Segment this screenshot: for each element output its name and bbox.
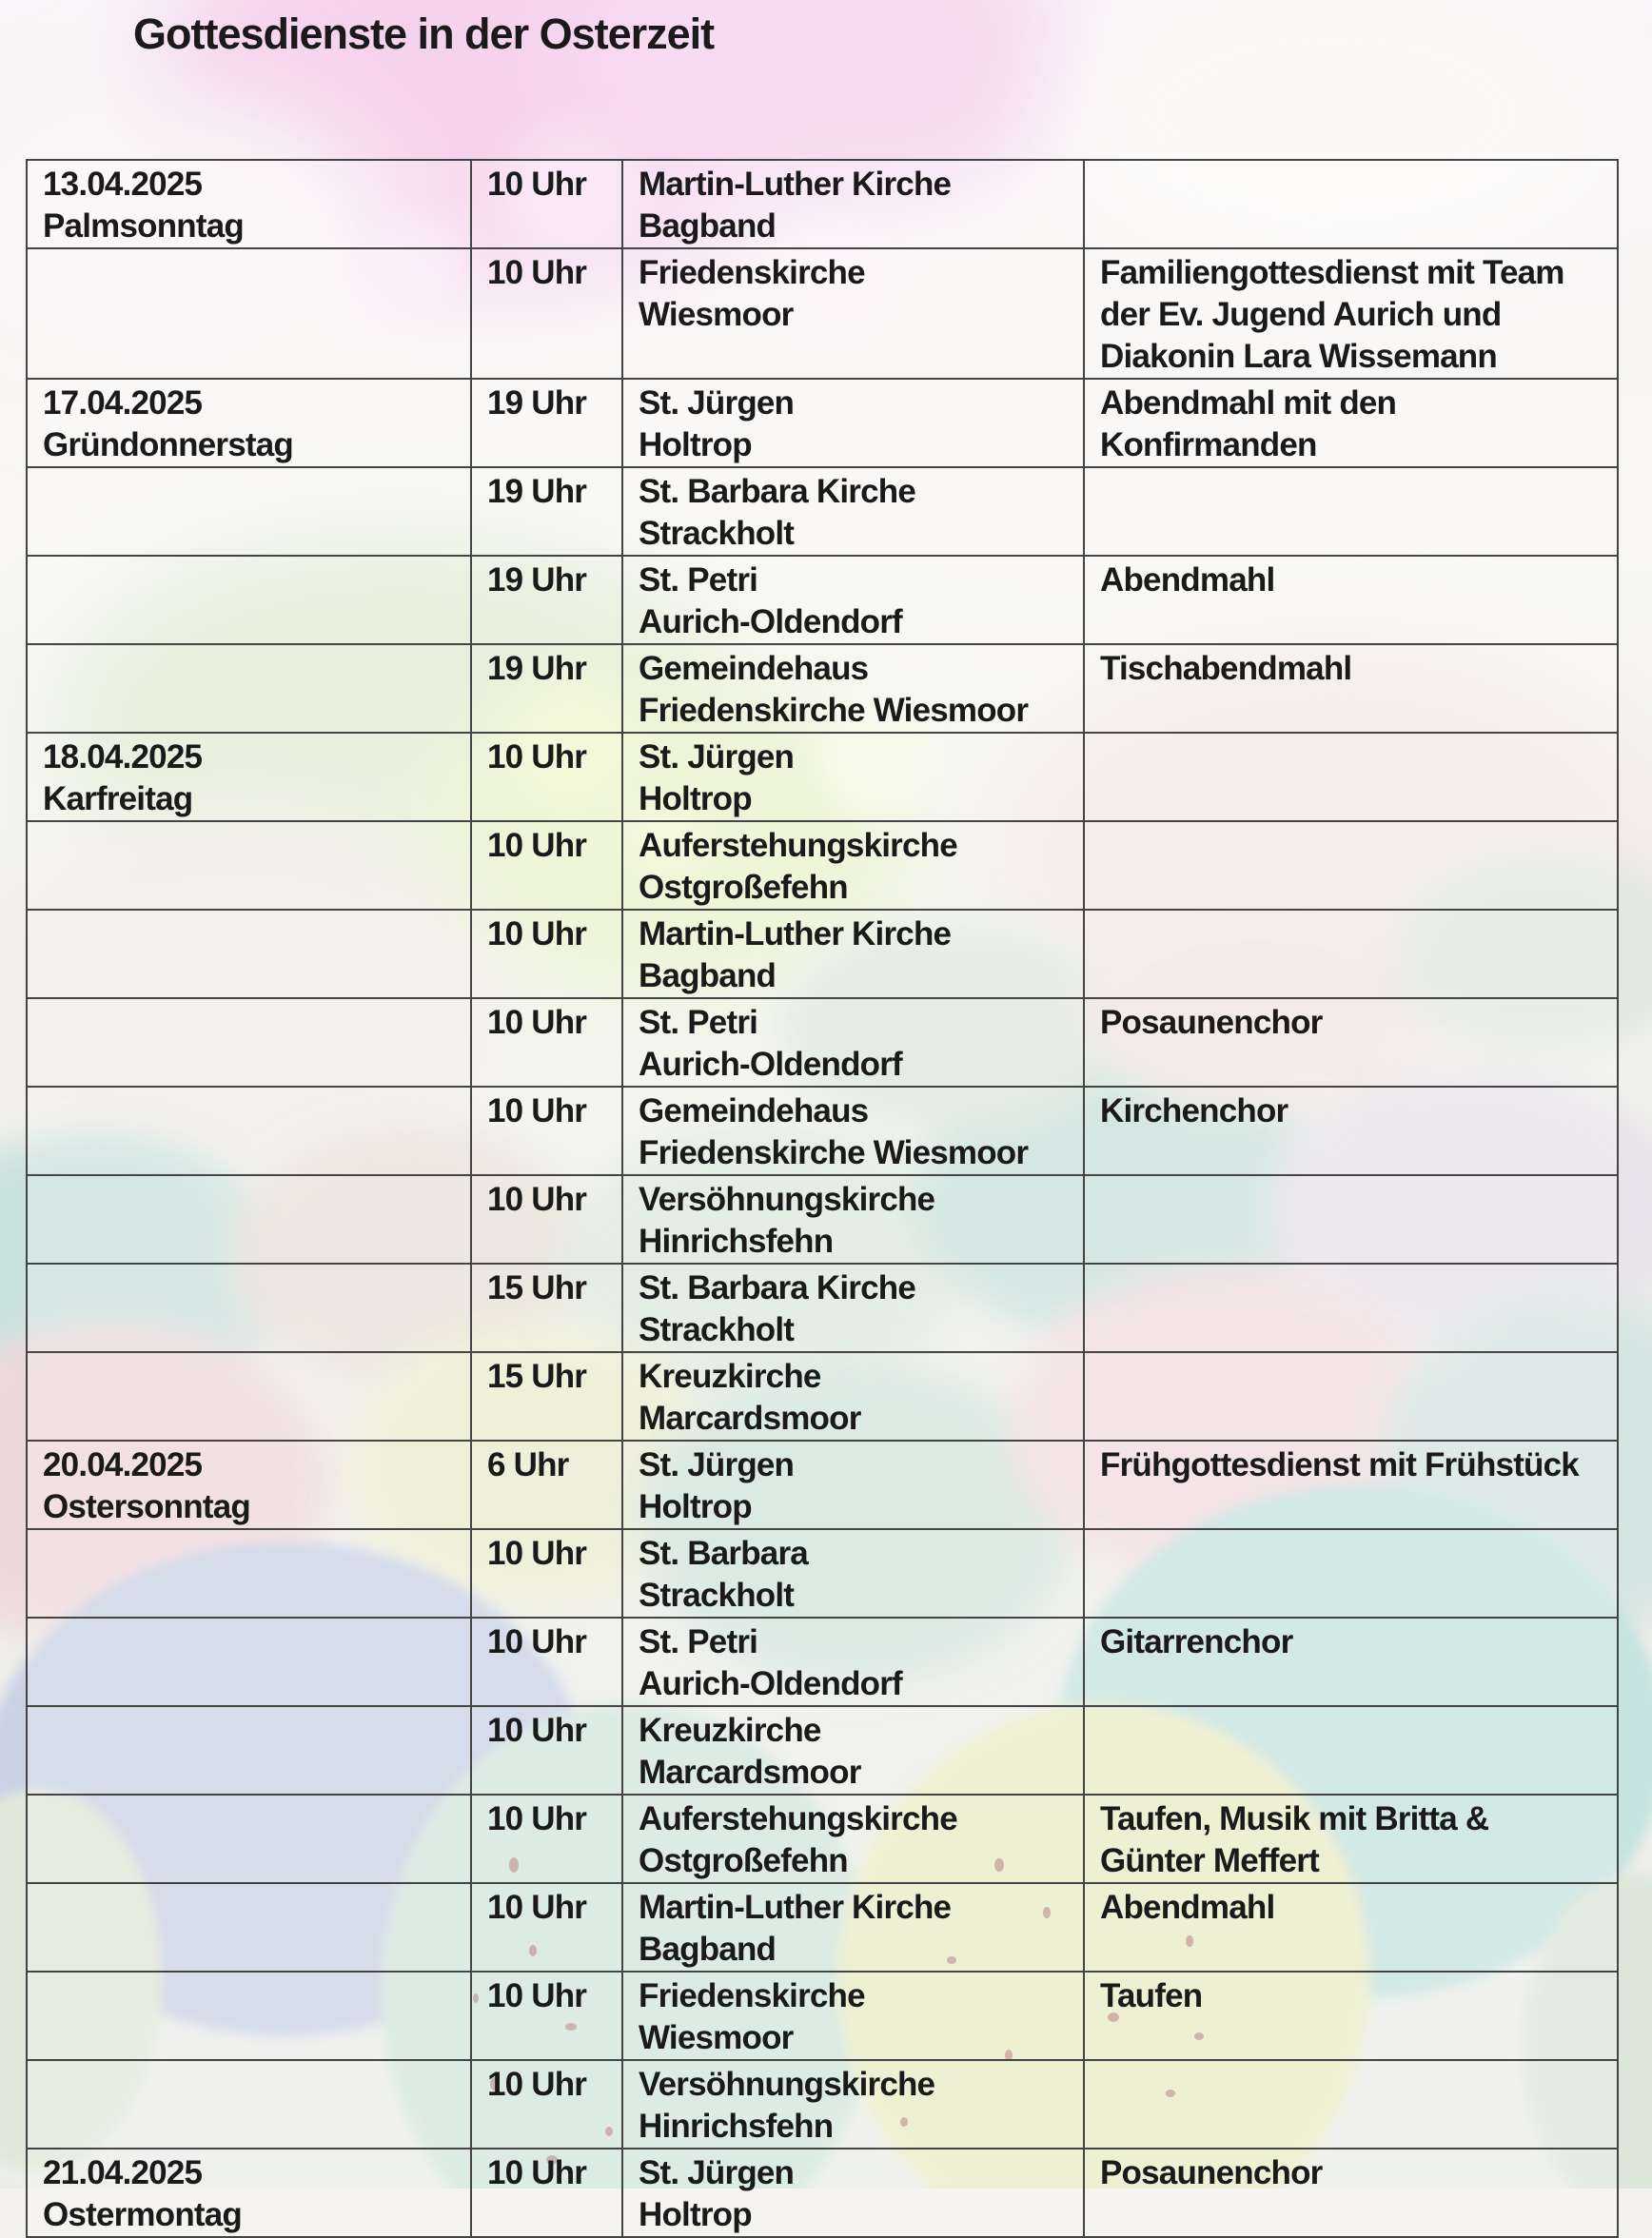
service-time: 10 Uhr xyxy=(487,1623,587,1660)
date-cell xyxy=(27,1441,471,1529)
church-name: St. Petri xyxy=(639,561,758,599)
time-cell xyxy=(471,1441,622,1529)
service-note: Abendmahl mit den xyxy=(1100,384,1397,422)
note-cell xyxy=(1084,1529,1618,1618)
service-time: 10 Uhr xyxy=(487,827,587,864)
table-row xyxy=(27,2060,1618,2149)
location-cell xyxy=(622,1529,1084,1618)
church-name: St. Barbara xyxy=(639,1535,808,1572)
service-note: Konfirmanden xyxy=(1100,426,1317,463)
table-row xyxy=(27,1883,1618,1972)
time-cell xyxy=(471,556,622,644)
service-note: Frühgottesdienst mit Frühstück xyxy=(1100,1446,1579,1483)
table-row xyxy=(27,160,1618,248)
time-cell xyxy=(471,160,622,248)
location-cell xyxy=(622,1883,1084,1972)
service-time: 6 Uhr xyxy=(487,1446,569,1483)
table-row xyxy=(27,467,1618,556)
location-cell xyxy=(622,248,1084,379)
service-note: Tischabendmahl xyxy=(1100,650,1352,687)
church-location: Hinrichsfehn xyxy=(639,1223,834,1260)
church-name: Martin-Luther Kirche xyxy=(639,166,952,203)
service-note: Taufen, Musik mit Britta & xyxy=(1100,1800,1489,1837)
church-location: Strackholt xyxy=(639,1577,795,1614)
church-location: Strackholt xyxy=(639,515,795,552)
time-cell xyxy=(471,1795,622,1883)
service-note: Posaunenchor xyxy=(1100,2154,1323,2191)
time-cell xyxy=(471,1175,622,1264)
church-location: Holtrop xyxy=(639,2196,752,2233)
church-name: St. Jürgen xyxy=(639,1446,795,1483)
service-date: 20.04.2025 xyxy=(43,1446,203,1483)
time-cell xyxy=(471,1352,622,1441)
service-note: Familiengottesdienst mit Team xyxy=(1100,254,1564,291)
time-cell xyxy=(471,2149,622,2237)
church-location: Holtrop xyxy=(639,426,752,463)
church-location: Hinrichsfehn xyxy=(639,2108,834,2145)
location-cell xyxy=(622,821,1084,910)
service-time: 15 Uhr xyxy=(487,1269,587,1306)
church-name: St. Petri xyxy=(639,1623,758,1660)
service-time: 10 Uhr xyxy=(487,1004,587,1041)
church-location: Friedenskirche Wiesmoor xyxy=(639,692,1029,729)
date-cell xyxy=(27,1087,471,1175)
date-cell xyxy=(27,2149,471,2237)
service-date: 21.04.2025 xyxy=(43,2154,203,2191)
table-row xyxy=(27,1972,1618,2060)
page-title: Gottesdienste in der Osterzeit xyxy=(133,10,715,58)
church-name: Auferstehungskirche xyxy=(639,1800,957,1837)
church-name: Gemeindehaus xyxy=(639,1092,869,1129)
note-cell xyxy=(1084,644,1618,733)
note-cell xyxy=(1084,1087,1618,1175)
date-cell xyxy=(27,160,471,248)
note-cell xyxy=(1084,2060,1618,2149)
date-cell xyxy=(27,1706,471,1795)
service-date: 17.04.2025 xyxy=(43,384,203,422)
table-row xyxy=(27,2149,1618,2237)
time-cell xyxy=(471,467,622,556)
service-date: 13.04.2025 xyxy=(43,166,203,203)
church-name: Friedenskirche xyxy=(639,1977,865,2014)
location-cell xyxy=(622,644,1084,733)
table-row xyxy=(27,998,1618,1087)
location-cell xyxy=(622,910,1084,998)
table-row xyxy=(27,644,1618,733)
date-cell xyxy=(27,556,471,644)
service-note: Taufen xyxy=(1100,1977,1203,2014)
service-note: Kirchenchor xyxy=(1100,1092,1288,1129)
note-cell xyxy=(1084,1883,1618,1972)
church-name: Versöhnungskirche xyxy=(639,1181,935,1218)
note-cell xyxy=(1084,379,1618,467)
time-cell xyxy=(471,1087,622,1175)
service-time: 10 Uhr xyxy=(487,2154,587,2191)
service-time: 19 Uhr xyxy=(487,561,587,599)
church-location: Marcardsmoor xyxy=(639,1754,861,1791)
church-name: Auferstehungskirche xyxy=(639,827,957,864)
date-cell xyxy=(27,248,471,379)
table-row xyxy=(27,1529,1618,1618)
service-note: Abendmahl xyxy=(1100,561,1275,599)
location-cell xyxy=(622,160,1084,248)
table-row xyxy=(27,1441,1618,1529)
location-cell xyxy=(622,733,1084,821)
date-cell xyxy=(27,998,471,1087)
church-name: Friedenskirche xyxy=(639,254,865,291)
table-row xyxy=(27,1706,1618,1795)
location-cell xyxy=(622,1441,1084,1529)
service-time: 10 Uhr xyxy=(487,1092,587,1129)
date-cell xyxy=(27,379,471,467)
service-note: Diakonin Lara Wissemann xyxy=(1100,338,1497,375)
date-cell xyxy=(27,644,471,733)
note-cell xyxy=(1084,1706,1618,1795)
church-location: Bagband xyxy=(639,207,777,245)
service-time: 19 Uhr xyxy=(487,473,587,510)
church-location: Holtrop xyxy=(639,780,752,817)
service-day-name: Ostermontag xyxy=(43,2196,243,2233)
time-cell xyxy=(471,379,622,467)
schedule-body xyxy=(27,160,1618,2237)
location-cell xyxy=(622,1618,1084,1706)
church-name: Kreuzkirche xyxy=(639,1358,821,1395)
service-time: 15 Uhr xyxy=(487,1358,587,1395)
date-cell xyxy=(27,1795,471,1883)
service-time: 10 Uhr xyxy=(487,1889,587,1926)
service-day-name: Karfreitag xyxy=(43,780,193,817)
time-cell xyxy=(471,1264,622,1352)
church-name: Kreuzkirche xyxy=(639,1712,821,1749)
note-cell xyxy=(1084,1618,1618,1706)
service-note: Günter Meffert xyxy=(1100,1842,1319,1879)
service-time: 10 Uhr xyxy=(487,1712,587,1749)
location-cell xyxy=(622,467,1084,556)
location-cell xyxy=(622,1795,1084,1883)
church-name: Versöhnungskirche xyxy=(639,2066,935,2103)
church-name: St. Jürgen xyxy=(639,2154,795,2191)
location-cell xyxy=(622,998,1084,1087)
church-location: Aurich-Oldendorf xyxy=(639,1665,902,1702)
service-note: Gitarrenchor xyxy=(1100,1623,1293,1660)
note-cell xyxy=(1084,910,1618,998)
note-cell xyxy=(1084,1264,1618,1352)
time-cell xyxy=(471,1883,622,1972)
location-cell xyxy=(622,379,1084,467)
church-location: Bagband xyxy=(639,1931,777,1968)
church-location: Wiesmoor xyxy=(639,2019,794,2056)
date-cell xyxy=(27,467,471,556)
service-time: 10 Uhr xyxy=(487,1977,587,2014)
date-cell xyxy=(27,1972,471,2060)
note-cell xyxy=(1084,556,1618,644)
service-time: 10 Uhr xyxy=(487,1181,587,1218)
date-cell xyxy=(27,2060,471,2149)
church-name: Martin-Luther Kirche xyxy=(639,1889,952,1926)
table-row xyxy=(27,821,1618,910)
table-row xyxy=(27,1264,1618,1352)
time-cell xyxy=(471,821,622,910)
note-cell xyxy=(1084,1795,1618,1883)
table-row xyxy=(27,1618,1618,1706)
time-cell xyxy=(471,1618,622,1706)
church-location: Ostgroßefehn xyxy=(639,1842,848,1879)
date-cell xyxy=(27,1618,471,1706)
date-cell xyxy=(27,1883,471,1972)
note-cell xyxy=(1084,2149,1618,2237)
location-cell xyxy=(622,1087,1084,1175)
location-cell xyxy=(622,1175,1084,1264)
note-cell xyxy=(1084,248,1618,379)
service-date: 18.04.2025 xyxy=(43,738,203,775)
location-cell xyxy=(622,1264,1084,1352)
church-location: Friedenskirche Wiesmoor xyxy=(639,1134,1029,1171)
note-cell xyxy=(1084,821,1618,910)
note-cell xyxy=(1084,1352,1618,1441)
location-cell xyxy=(622,1972,1084,2060)
table-row xyxy=(27,248,1618,379)
table-row xyxy=(27,379,1618,467)
service-note: Abendmahl xyxy=(1100,1889,1275,1926)
table-row xyxy=(27,1352,1618,1441)
service-day-name: Palmsonntag xyxy=(43,207,244,245)
service-day-name: Gründonnerstag xyxy=(43,426,293,463)
table-row xyxy=(27,733,1618,821)
time-cell xyxy=(471,733,622,821)
note-cell xyxy=(1084,1175,1618,1264)
service-time: 10 Uhr xyxy=(487,1535,587,1572)
date-cell xyxy=(27,910,471,998)
service-schedule-table xyxy=(26,159,1619,2238)
church-name: Martin-Luther Kirche xyxy=(639,915,952,952)
table-row xyxy=(27,1795,1618,1883)
church-name: St. Jürgen xyxy=(639,384,795,422)
service-time: 10 Uhr xyxy=(487,915,587,952)
church-location: Marcardsmoor xyxy=(639,1400,861,1437)
time-cell xyxy=(471,910,622,998)
time-cell xyxy=(471,1706,622,1795)
note-cell xyxy=(1084,1972,1618,2060)
time-cell xyxy=(471,1972,622,2060)
service-time: 10 Uhr xyxy=(487,1800,587,1837)
church-name: Gemeindehaus xyxy=(639,650,869,687)
church-location: Strackholt xyxy=(639,1311,795,1348)
note-cell xyxy=(1084,733,1618,821)
church-name: St. Petri xyxy=(639,1004,758,1041)
service-time: 10 Uhr xyxy=(487,738,587,775)
time-cell xyxy=(471,1529,622,1618)
church-name: St. Barbara Kirche xyxy=(639,473,915,510)
church-location: Aurich-Oldendorf xyxy=(639,1046,902,1083)
location-cell xyxy=(622,1352,1084,1441)
service-day-name: Ostersonntag xyxy=(43,1488,250,1525)
date-cell xyxy=(27,733,471,821)
location-cell xyxy=(622,2149,1084,2237)
service-note: Posaunenchor xyxy=(1100,1004,1323,1041)
church-location: Ostgroßefehn xyxy=(639,869,848,906)
church-location: Aurich-Oldendorf xyxy=(639,603,902,640)
note-cell xyxy=(1084,160,1618,248)
table-row xyxy=(27,1175,1618,1264)
date-cell xyxy=(27,1264,471,1352)
church-name: St. Jürgen xyxy=(639,738,795,775)
time-cell xyxy=(471,644,622,733)
church-name: St. Barbara Kirche xyxy=(639,1269,915,1306)
date-cell xyxy=(27,1175,471,1264)
location-cell xyxy=(622,1706,1084,1795)
table-row xyxy=(27,910,1618,998)
service-note: der Ev. Jugend Aurich und xyxy=(1100,296,1502,333)
location-cell xyxy=(622,2060,1084,2149)
location-cell xyxy=(622,556,1084,644)
service-time: 10 Uhr xyxy=(487,2066,587,2103)
service-time: 10 Uhr xyxy=(487,166,587,203)
date-cell xyxy=(27,1529,471,1618)
church-location: Bagband xyxy=(639,957,777,994)
note-cell xyxy=(1084,1441,1618,1529)
service-time: 19 Uhr xyxy=(487,650,587,687)
time-cell xyxy=(471,998,622,1087)
table-row xyxy=(27,556,1618,644)
church-location: Wiesmoor xyxy=(639,296,794,333)
time-cell xyxy=(471,248,622,379)
service-time: 10 Uhr xyxy=(487,254,587,291)
note-cell xyxy=(1084,467,1618,556)
table-row xyxy=(27,1087,1618,1175)
church-location: Holtrop xyxy=(639,1488,752,1525)
date-cell xyxy=(27,1352,471,1441)
service-time: 19 Uhr xyxy=(487,384,587,422)
time-cell xyxy=(471,2060,622,2149)
note-cell xyxy=(1084,998,1618,1087)
date-cell xyxy=(27,821,471,910)
